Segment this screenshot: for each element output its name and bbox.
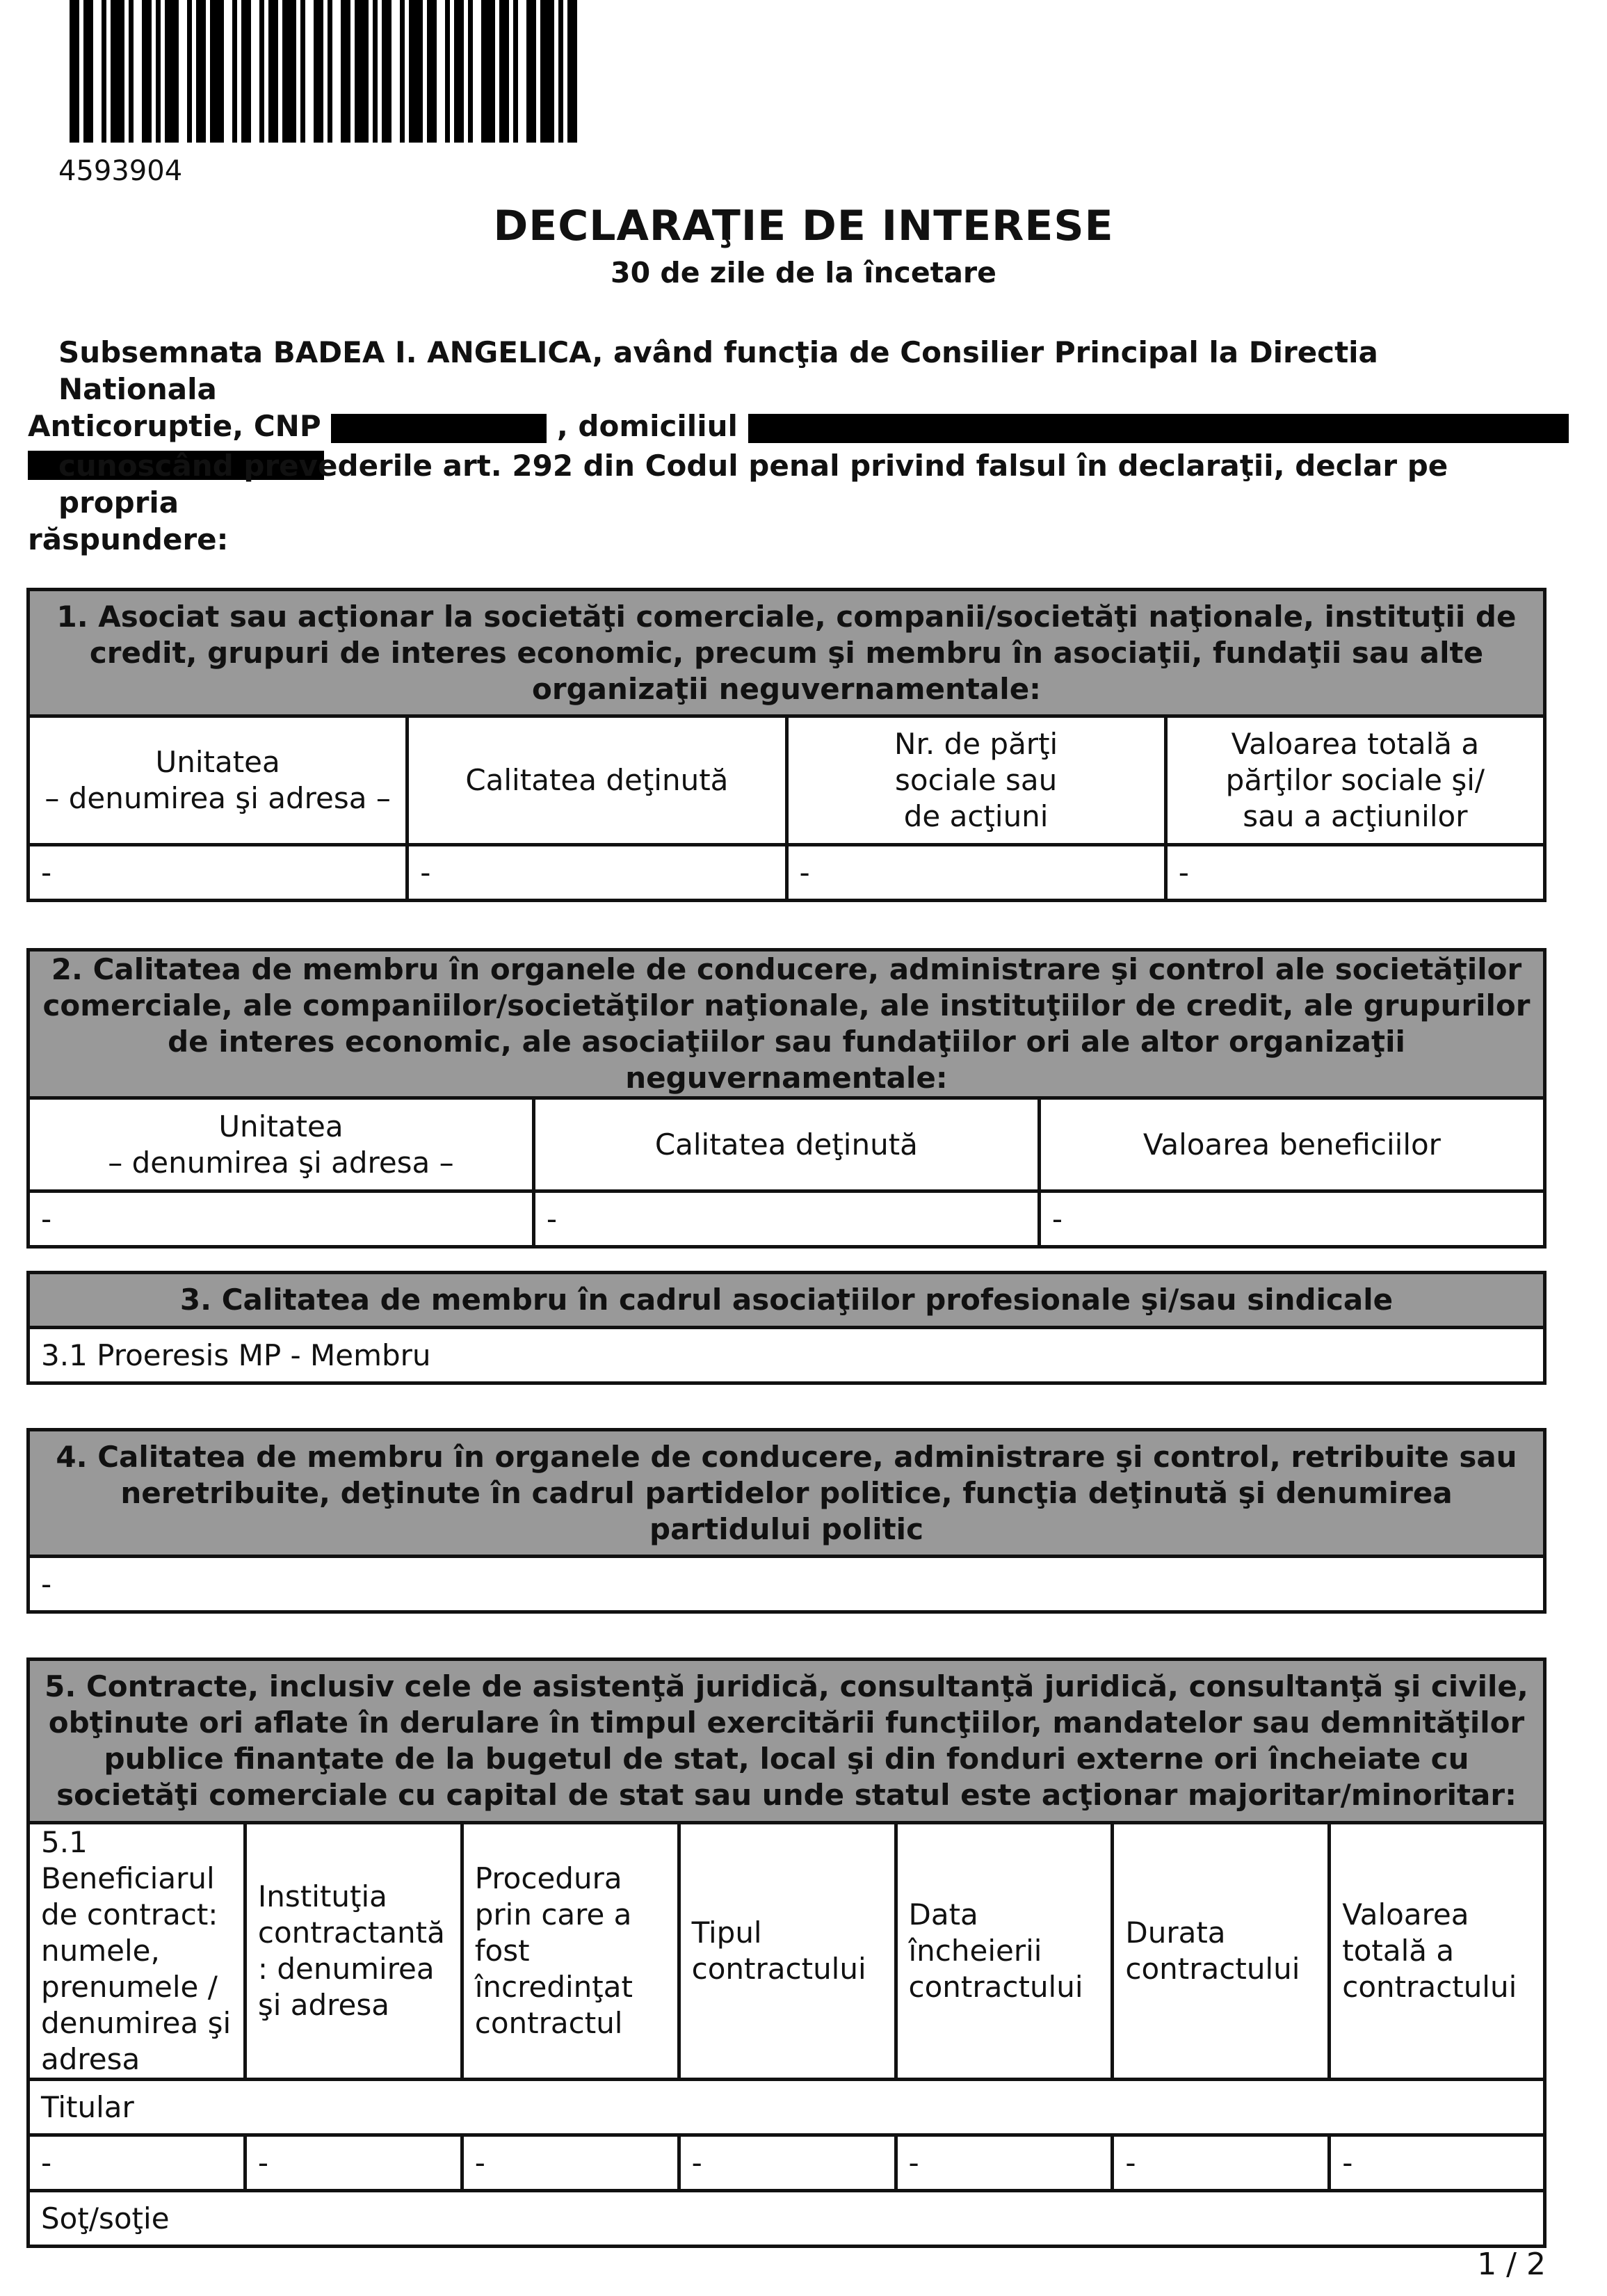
section-4-title: 4. Calitatea de membru în organele de conducere, administrare şi control, retribuite sau neretribuite, deţinute în cadrul partidelor politice, funcţia deţinută şi denumirea partidului politic [29, 1430, 1545, 1557]
barcode-bar [111, 0, 124, 143]
statement-line-2: răspundere: [28, 522, 229, 556]
redacted-cnp [331, 414, 547, 443]
sec5-cell: - [245, 2135, 462, 2191]
sec5-titular-label: Titular [29, 2080, 1545, 2135]
sec5-header-durata: Durata contractului [1113, 1823, 1330, 2080]
barcode-bar [156, 0, 161, 143]
barcode-bar [400, 0, 405, 143]
statement-paragraph [28, 447, 1544, 558]
sec2-header-calitate: Calitatea deţinută [533, 1098, 1039, 1191]
barcode-bar [526, 0, 536, 143]
barcode-bar [445, 0, 450, 143]
barcode-bar [102, 0, 106, 143]
sec4-row: - [29, 1557, 1545, 1612]
barcode-bar [196, 0, 206, 143]
barcode-bar [468, 0, 473, 143]
barcode-bar [540, 0, 554, 143]
barcode-bar [268, 0, 278, 143]
sec5-sot-label: Soţ/soţie [29, 2191, 1545, 2247]
section-3-table [26, 1271, 1547, 1385]
section-2-title: 2. Calitatea de membru în organele de conducere, administrare şi control ale societăţilor comerciale, ale companiilor/societăţilor naţionale, ale instituţiilor de credit, ale grupurilor de interes economic, ale asociaţiilor sau fundaţiilor ori ale altor organizaţii neguvernamentale: [29, 950, 1545, 1098]
sec2-header-valoare-beneficii: Valoarea beneficiilor [1039, 1098, 1544, 1191]
barcode-bar [241, 0, 251, 143]
sec1-cell: - [407, 845, 786, 901]
sec1-cell: - [786, 845, 1165, 901]
intro-cnp-label: Anticoruptie, CNP [28, 409, 321, 443]
barcode-bar [481, 0, 495, 143]
barcode-number: 4593904 [58, 155, 183, 187]
barcode-bar [210, 0, 224, 143]
barcode-bar [165, 0, 179, 143]
barcode-bar [513, 0, 518, 143]
sec5-header-data: Data încheierii contractului [896, 1823, 1113, 2080]
intro-line-1: Subsemnata BADEA I. ANGELICA, având funcţia de Consilier Principal la Directia Nationala [58, 335, 1378, 406]
sec5-header-tipul: Tipul contractului [679, 1823, 896, 2080]
barcode-bar [328, 0, 332, 143]
section-1-table [26, 588, 1547, 902]
barcode-bar [259, 0, 264, 143]
statement-line-1: cunoscând prevederile art. 292 din Codul penal privind falsul în declaraţii, declar pe propria [58, 449, 1448, 520]
sec5-cell: - [462, 2135, 679, 2191]
sec5-cell: - [1330, 2135, 1545, 2191]
barcode-bar [70, 0, 79, 143]
intro-line-2 [28, 408, 1544, 444]
barcode-bar [341, 0, 350, 143]
barcode-bar [129, 0, 134, 143]
barcode-bar [454, 0, 464, 143]
document-subtitle: 30 de zile de la încetare [611, 256, 996, 289]
sec1-header-unitate: Unitatea – denumirea şi adresa – [29, 716, 407, 845]
barcode-bar [232, 0, 237, 143]
sec5-header-procedura: Procedura prin care a fost încredinţat contractul [462, 1823, 679, 2080]
sec5-cell: - [896, 2135, 1113, 2191]
section-5-table [26, 1657, 1547, 2248]
barcode-bar [499, 0, 509, 143]
sec2-cell: - [1039, 1191, 1544, 1247]
intro-domicile-label: , domiciliul [556, 409, 738, 443]
barcode-bar [567, 0, 577, 143]
page-number: 1 / 2 [1477, 2247, 1546, 2282]
barcode-bar [409, 0, 423, 143]
section-5-title: 5. Contracte, inclusiv cele de asistenţă juridică, consultanţă juridică, consultanţă şi civile, obţinute ori aflate în derulare în timpul exercitării funcţiilor, mandatelor sau demnităţilor publice finanţate de la bugetul de stat, local şi din fonduri externe ori încheiate cu societăţi comerciale cu capital de stat sau unde statul este acţionar majoritar/minoritar: [29, 1660, 1545, 1823]
barcode-bar [187, 0, 192, 143]
sec5-cell: - [29, 2135, 245, 2191]
sec2-cell: - [29, 1191, 534, 1247]
barcode-bar [83, 0, 93, 143]
sec3-row: 3.1 Proeresis MP - Membru [29, 1328, 1545, 1383]
redacted-address [748, 414, 1569, 443]
sec5-header-valoarea: Valoarea totală a contractului [1330, 1823, 1545, 2080]
barcode-bar [282, 0, 296, 143]
sec2-cell: - [533, 1191, 1039, 1247]
section-3-title: 3. Calitatea de membru în cadrul asociaţiilor profesionale şi/sau sindicale [29, 1273, 1545, 1328]
barcode-bar [300, 0, 305, 143]
sec5-header-beneficiar: 5.1 Beneficiarul de contract: numele, prenumele / denumirea şi adresa [29, 1823, 245, 2080]
section-4-table [26, 1428, 1547, 1614]
sec5-cell: - [1113, 2135, 1330, 2191]
barcode-bar [427, 0, 437, 143]
document-title: DECLARAŢIE DE INTERESE [493, 202, 1114, 250]
section-1-title: 1. Asociat sau acţionar la societăţi comerciale, companii/societăţi naţionale, instituţii de credit, grupuri de interes economic, precum şi membru în asociaţii, fundaţii sau alte organizaţii neguvernamentale: [29, 590, 1545, 716]
sec5-header-institutia: Instituţia contractantă : denumirea şi adresa [245, 1823, 462, 2080]
barcode-bar [314, 0, 323, 143]
sec5-cell: - [679, 2135, 896, 2191]
barcode-bar [355, 0, 369, 143]
barcode-bar [142, 0, 152, 143]
barcode-bar [382, 0, 391, 143]
sec1-header-nr-parti: Nr. de părţi sociale sau de acţiuni [786, 716, 1165, 845]
barcode-bar [558, 0, 563, 143]
sec1-header-valoare: Valoarea totală a părţilor sociale şi/ sau a acţiunilor [1165, 716, 1544, 845]
sec1-header-calitate: Calitatea deţinută [407, 716, 786, 845]
sec1-cell: - [1165, 845, 1544, 901]
barcode [70, 0, 855, 143]
sec2-header-unitate: Unitatea – denumirea şi adresa – [29, 1098, 534, 1191]
barcode-bar [373, 0, 378, 143]
section-2-table [26, 948, 1547, 1249]
sec1-cell: - [29, 845, 407, 901]
